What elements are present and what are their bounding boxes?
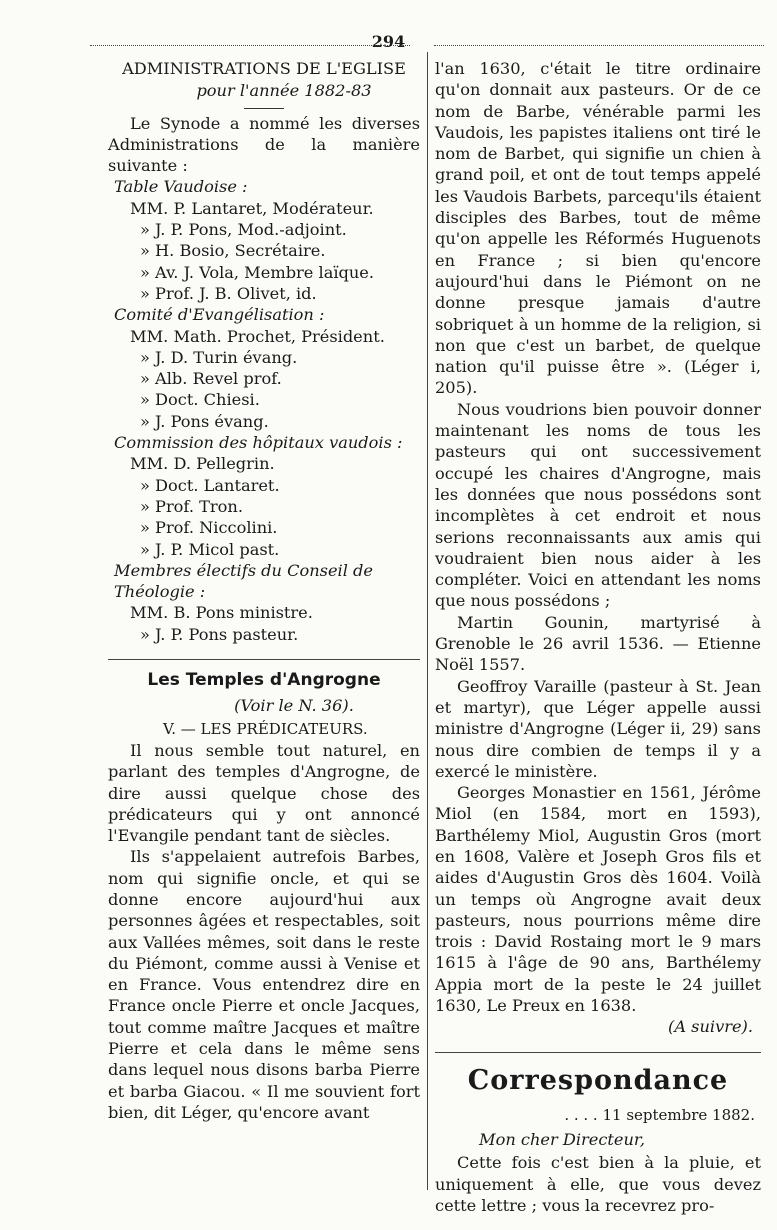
- short-rule: [244, 108, 284, 109]
- page-number: 294: [371, 32, 406, 51]
- member-line: » Prof. J. B. Olivet, id.: [140, 283, 317, 303]
- hopitaux-label: Commission des hôpitaux vaudois :: [114, 433, 403, 453]
- a-suivre: (A suivre).: [668, 1017, 753, 1037]
- member-line: » H. Bosio, Secrétaire.: [140, 241, 326, 261]
- article-paragraph: Geoffroy Varaille (pasteur à St. Jean et martyr), que Léger appelle aussi ministre d'Angrogne (Léger ii, 29) sans nous dire combien de temps il y a exercé le ministère.: [435, 676, 761, 781]
- member-line: » Alb. Revel prof.: [140, 369, 282, 389]
- section-rule: [435, 1052, 761, 1053]
- header-rule-right: [434, 45, 764, 52]
- member-line: » J. D. Turin évang.: [140, 347, 298, 367]
- correspondance-title: Correspondance: [467, 1064, 729, 1096]
- admin-title: ADMINISTRATIONS DE L'EGLISE: [122, 59, 406, 78]
- letter-paragraph: Cette fois c'est bien à la pluie, et uniquement à elle, que vous devez cette lettre ; vous la recevrez pro-: [435, 1153, 761, 1215]
- section-rule: [108, 659, 420, 660]
- letter-salutation: Mon cher Directeur,: [479, 1129, 645, 1149]
- article-paragraph: l'an 1630, c'était le titre ordinaire qu'on donnait aux pasteurs. Or de ce nom de Barbe, vénérable parmi les Vaudois, les papistes italiens ont tiré le nom de Barbet, qui signifie un chien à grand poil, et ont de tout temps appelé les Vaudois Barbets, parcequ'ils étaient disciples des Barbes, tout de même qu'on appelle les Réformés Huguenots en France ; si bien qu'encore aujourd'hui dans le Piémont on ne donne presque jamais d'autre sobriquet à un homme de la religion, si non que c'est un barbet, de quelque nation qu'il puisse être ». (Léger i, 205).: [435, 59, 761, 398]
- table-vaudoise-label: Table Vaudoise :: [114, 177, 248, 197]
- member-line: » Av. J. Vola, Membre laïque.: [140, 262, 375, 282]
- member-line: » J. Pons évang.: [140, 411, 269, 431]
- admin-intro: Le Synode a nommé les diverses Administrations de la manière suivante :: [108, 113, 420, 176]
- member-line: MM. P. Lantaret, Modérateur.: [130, 198, 374, 218]
- member-line: » Doct. Lantaret.: [140, 475, 280, 495]
- column-divider: [427, 52, 428, 1190]
- article-paragraph: Nous voudrions bien pouvoir donner maintenant les noms de tous les pasteurs qui ont successivement occupé les chaires d'Angrogne, mais les données que nous possédons sont incomplètes à cet endroit et nous serions reconnaissants aux amis qui voudraient bien nous aider à les compléter. Voici en attendant les noms que nous possédons ;: [435, 399, 761, 611]
- member-line: MM. Math. Prochet, Président.: [130, 326, 385, 346]
- member-line: MM. D. Pellegrin.: [130, 454, 275, 474]
- letter-dateline: . . . . 11 septembre 1882.: [564, 1105, 755, 1124]
- article-paragraph: Martin Gounin, martyrisé à Grenoble le 26 avril 1536. — Etienne Noël 1557.: [435, 612, 761, 675]
- member-line: » Prof. Niccolini.: [140, 518, 278, 538]
- comite-label: Comité d'Evangélisation :: [114, 305, 325, 325]
- header-rule-left: [90, 45, 410, 52]
- article-paragraph: Il nous semble tout naturel, en parlant des temples d'Angrogne, de dire aussi quelque chose des prédicateurs qui y ont annoncé l'Evangile pendant tant de siècles.: [108, 740, 420, 846]
- member-line: » J. P. Pons pasteur.: [140, 624, 299, 644]
- article-paragraph: Ils s'appelaient autrefois Barbes, nom qui signifie oncle, et qui se donne encore aujourd'hui aux personnes âgées et respectables, soit aux Vallées mêmes, soit dans le reste du Piémont, comme aussi à Venise et en France. Vous entendrez dire en France oncle Pierre et oncle Jacques, tout comme maître Jacques et maître Pierre et cela dans le même sens dans lequel nous disons barba Pierre et barba Giacou. « Il me souvient fort bien, dit Léger, qu'encore avant: [108, 847, 420, 1122]
- left-column: [108, 58, 420, 1123]
- member-line: » Doct. Chiesi.: [140, 390, 260, 410]
- right-column: [435, 58, 761, 1216]
- temples-reference: (Voir le N. 36).: [234, 696, 354, 716]
- conseil-label: Membres électifs du Conseil de Théologie :: [114, 560, 373, 602]
- member-line: » Prof. Tron.: [140, 496, 243, 516]
- admin-year: pour l'année 1882-83: [196, 81, 372, 101]
- member-line: » J. P. Pons, Mod.-adjoint.: [140, 220, 347, 240]
- section-heading: V. — LES PRÉDICATEURS.: [163, 719, 368, 738]
- member-line: MM. B. Pons ministre.: [130, 603, 313, 623]
- article-paragraph: Georges Monastier en 1561, Jérôme Miol (en 1584, mort en 1593), Barthélemy Miol, Augustin Gros (mort en 1608, Valère et Joseph Gros fils et aides d'Augustin Gros dès 1604. Voilà un temps où Angrogne avait deux pasteurs, nous pourrions même dire trois : David Rostaing mort le 9 mars 1615 à l'âge de 90 ans, Barthélemy Appia mort de la peste le 24 juillet 1630, Le Preux en 1638.: [435, 783, 761, 1016]
- temples-title: Les Temples d'Angrogne: [147, 670, 381, 691]
- member-line: » J. P. Micol past.: [140, 539, 280, 559]
